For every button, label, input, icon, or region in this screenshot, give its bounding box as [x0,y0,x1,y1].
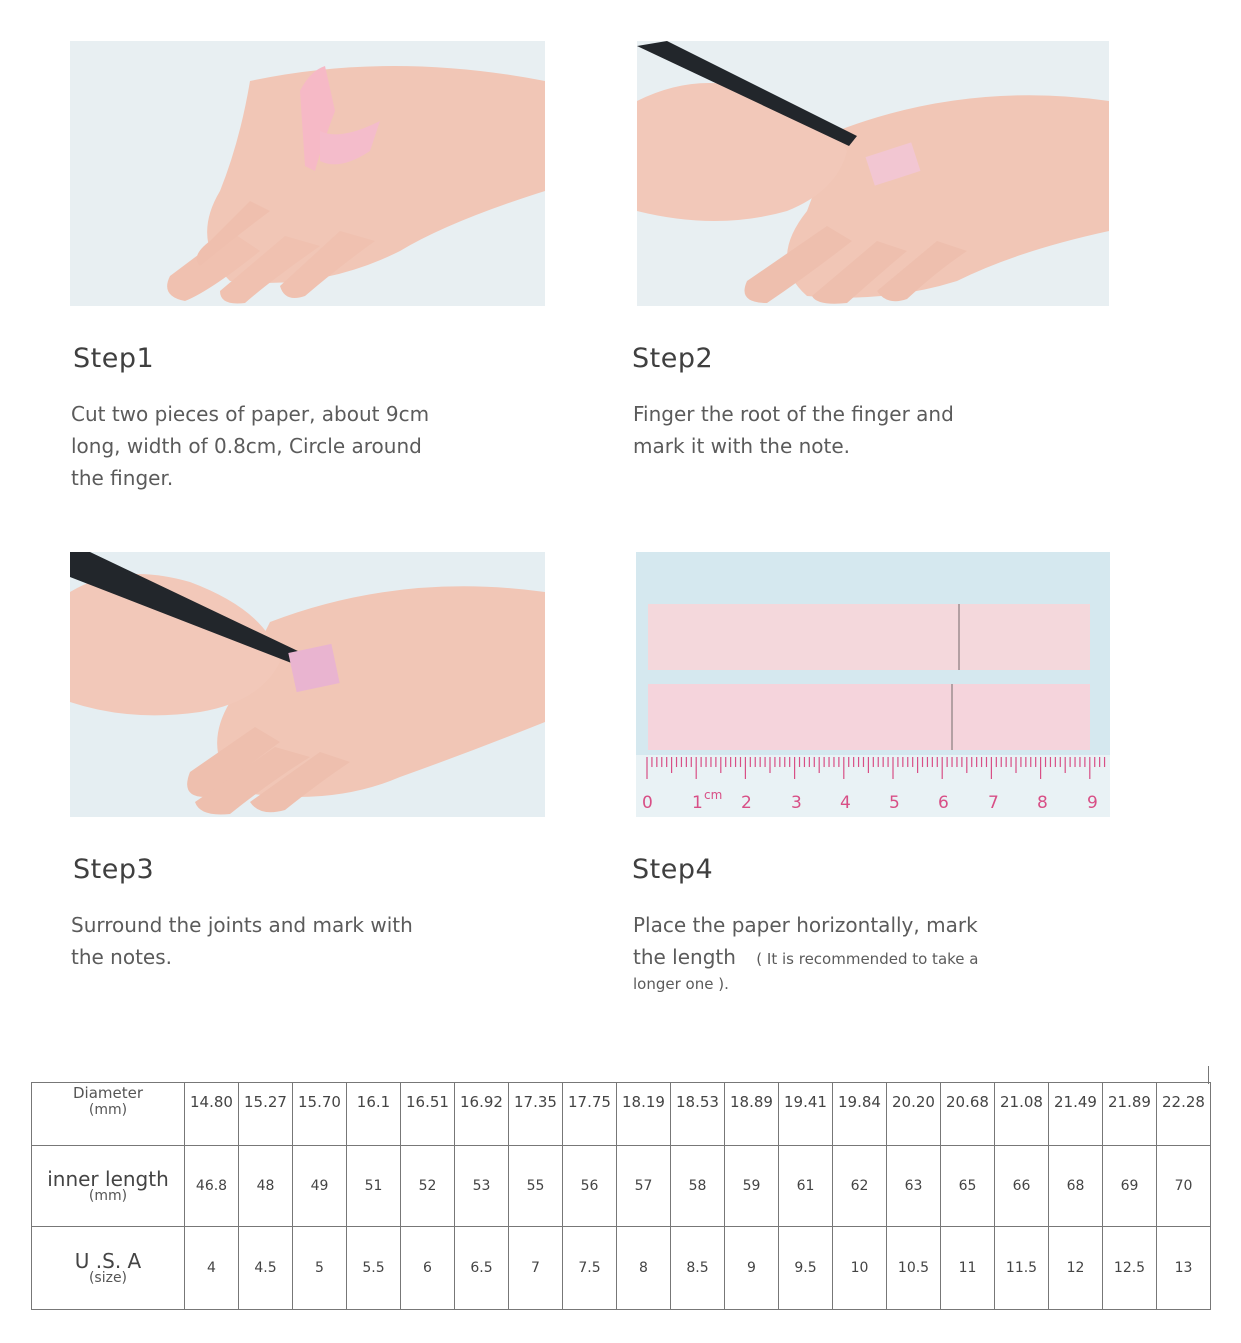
step1-line: Cut two pieces of paper, about 9cm [71,402,430,426]
row-header-label: inner length [47,1167,169,1191]
hand-marking-joint-image [70,552,545,817]
table-row [32,1083,1211,1146]
table-cell: 55 [509,1146,563,1227]
table-cell: 15.27 [239,1083,293,1146]
table-cell: 17.75 [563,1083,617,1146]
step2-text [633,398,1063,462]
table-cell: 53 [455,1146,509,1227]
step1-photo [70,41,545,306]
table-cell: 57 [617,1146,671,1227]
table-cell: 63 [887,1146,941,1227]
table-cell: 69 [1103,1146,1157,1227]
table-cell: 19.84 [833,1083,887,1146]
step4-line-text: the length [633,945,736,969]
row-header-unit: (mm) [88,1188,128,1204]
step4-line: Place the paper horizontally, mark [633,913,978,937]
table-cell: 11.5 [995,1227,1049,1310]
table-cell: 21.89 [1103,1083,1157,1146]
table-cell: 4 [185,1227,239,1310]
table-cell: 18.19 [617,1083,671,1146]
row-header-label: Diameter [72,1084,144,1102]
ruler-label: 7 [988,793,999,813]
table-cell: 10 [833,1227,887,1310]
table-cell: 20.20 [887,1083,941,1146]
step4-photo [636,552,1110,817]
step4-text [633,909,1093,995]
hand-with-paper-strip-image [70,41,545,306]
table-cell: 21.49 [1049,1083,1103,1146]
ruler-label: 9 [1087,793,1098,813]
table-cell: 7.5 [563,1227,617,1310]
table-cell: 10.5 [887,1227,941,1310]
table-cell: 18.89 [725,1083,779,1146]
table-cell: 11 [941,1227,995,1310]
table-cell: 70 [1157,1146,1211,1227]
table-cell: 46.8 [185,1146,239,1227]
row-header-label: U .S. A [74,1249,142,1273]
row-header-unit: (size) [88,1270,128,1286]
step1-title: Step1 [73,343,155,374]
ring-size-table [31,1082,1211,1310]
table-cell: 15.70 [293,1083,347,1146]
table-cell: 21.08 [995,1083,1049,1146]
table-cell: 14.80 [185,1083,239,1146]
ruler-label: 1 [692,793,703,813]
ruler-label: 4 [840,793,851,813]
table-cell: 16.1 [347,1083,401,1146]
step3-line: the notes. [71,945,173,969]
table-cell: 51 [347,1146,401,1227]
step3-line: Surround the joints and mark with [71,913,413,937]
table-row [32,1146,1211,1227]
step1-line: long, width of 0.8cm, Circle around [71,434,422,458]
step2-line: mark it with the note. [633,434,851,458]
table-cell: 6 [401,1227,455,1310]
step1-text [71,398,501,494]
table-cell: 6.5 [455,1227,509,1310]
table-cell: 16.92 [455,1083,509,1146]
table-cell: 12 [1049,1227,1103,1310]
row-header [32,1083,185,1146]
row-header-unit: (mm) [88,1102,128,1118]
step3-text [71,909,501,973]
table-cell: 8 [617,1227,671,1310]
step2-photo [637,41,1109,306]
ruler-labels [636,552,1110,817]
table-row [32,1227,1211,1310]
step4-title: Step4 [632,854,714,885]
table-cell: 16.51 [401,1083,455,1146]
table-cell: 52 [401,1146,455,1227]
table-cell: 5.5 [347,1227,401,1310]
table-cell: 9 [725,1227,779,1310]
table-cell: 8.5 [671,1227,725,1310]
table-cell: 17.35 [509,1083,563,1146]
ruler-label: 6 [938,793,949,813]
ruler-label: 8 [1037,793,1048,813]
table-cell: 19.41 [779,1083,833,1146]
step1-line: the finger. [71,466,174,490]
step4-note: ( It is recommended to take a [756,950,979,968]
ruler-label: 2 [741,793,752,813]
hand-marking-with-pen-image [637,41,1109,306]
table-cell: 12.5 [1103,1227,1157,1310]
table-cell: 9.5 [779,1227,833,1310]
table-cell: 49 [293,1146,347,1227]
table-cell: 66 [995,1146,1049,1227]
table-cell: 58 [671,1146,725,1227]
table-cell: 68 [1049,1146,1103,1227]
ruler-label: 0 [642,793,653,813]
table-cell: 18.53 [671,1083,725,1146]
step3-title: Step3 [73,854,155,885]
ruler-unit: cm [704,788,723,802]
table-cell: 59 [725,1146,779,1227]
table-cell: 56 [563,1146,617,1227]
table-cell: 7 [509,1227,563,1310]
table-cell: 62 [833,1146,887,1227]
step4-line [633,941,1093,973]
table-cell: 61 [779,1146,833,1227]
ruler-label: 3 [791,793,802,813]
row-header [32,1227,185,1310]
table-cell: 48 [239,1146,293,1227]
table-cell: 22.28 [1157,1083,1211,1146]
step2-line: Finger the root of the finger and [633,402,954,426]
row-header [32,1146,185,1227]
ruler-label: 5 [889,793,900,813]
step4-note-cont: longer one ). [633,975,729,993]
step2-title: Step2 [632,343,714,374]
step3-photo [70,552,545,817]
table-cell: 65 [941,1146,995,1227]
table-cell: 4.5 [239,1227,293,1310]
table-cell: 13 [1157,1227,1211,1310]
table-cell: 20.68 [941,1083,995,1146]
table-cell: 5 [293,1227,347,1310]
